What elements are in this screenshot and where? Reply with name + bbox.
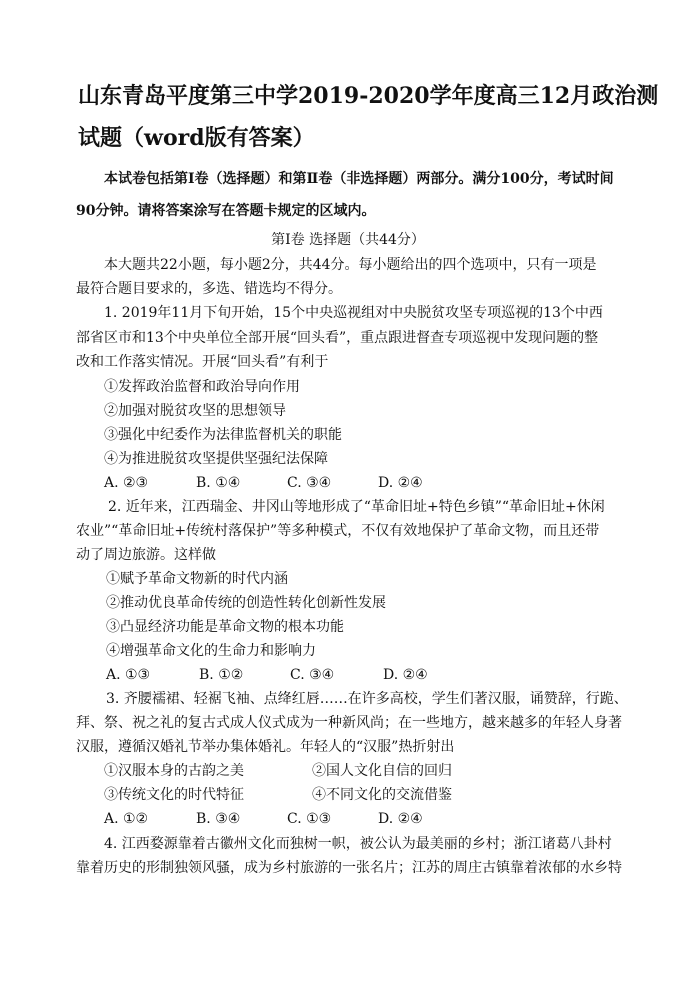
q1-item-3: ③强化中纪委作为法律监督机关的职能 [104,427,342,443]
q2-item-3: ③凸显经济功能是革命文物的根本功能 [106,619,344,635]
q2-stem-line-3: 动了周边旅游。这样做 [76,547,216,563]
q1-item-2: ②加强对脱贫攻坚的思想领导 [104,403,286,419]
q1-option-c: C. ③④ [287,475,332,491]
q1-option-d: D. ②④ [378,475,423,491]
q3-item-3: ③传统文化的时代特征 [104,787,244,803]
q1-option-b: B. ①④ [196,475,241,491]
q2-option-c: C. ③④ [290,667,335,683]
q2-item-4: ④增强革命文化的生命力和影响力 [106,643,316,659]
q2-option-a: A. ①③ [106,667,151,683]
q1-stem-line-2: 部省区市和13个中央单位全部开展“回头看”，重点跟进督查专项巡视中发现问题的整 [76,330,599,346]
intro-line-1: 本试卷包括第Ⅰ卷（选择题）和第Ⅱ卷（非选择题）两部分。满分100分，考试时间 [104,171,614,187]
q1-stem-line-1: 1. 2019年11月下旬开始，15个中央巡视组对中央脱贫攻坚专项巡视的13个中西 [104,305,603,321]
q3-option-c: C. ①③ [287,811,332,827]
q1-option-a: A. ②③ [104,475,149,491]
q3-option-a: A. ①② [104,811,149,827]
q2-option-d: D. ②④ [383,667,428,683]
q3-item-4: ④不同文化的交流借鉴 [312,787,452,803]
q2-item-1: ①赋予革命文物新的时代内涵 [106,571,288,587]
q2-stem-line-2: 农业”“革命旧址+传统村落保护”等多种模式，不仅有效地保护了革命文物，而且还带 [76,523,600,539]
section-desc-line-1: 本大题共22小题，每小题2分，共44分。每小题给出的四个选项中，只有一项是 [104,257,597,273]
q3-stem-line-1: 3. 齐腰襦裙、轻裾飞袖、点绛红唇……在许多高校，学生们著汉服，诵赞辞，行跪、 [106,691,628,707]
intro-line-2: 90分钟。请将答案涂写在答题卡规定的区域内。 [76,203,376,219]
q3-item-1: ①汉服本身的古韵之美 [104,763,244,779]
q4-stem-line-1: 4. 江西婺源靠着古徽州文化而独树一帜，被公认为最美丽的乡村；浙江诸葛八卦村 [104,836,612,852]
q4-stem-line-2: 靠着历史的形制独领风骚，成为乡村旅游的一张名片；江苏的周庄古镇靠着浓郁的水乡特 [76,860,622,876]
section-heading: 第Ⅰ卷 选择题（共44分） [271,232,425,248]
q3-stem-line-3: 汉服，遵循汉婚礼节举办集体婚礼。年轻人的“汉服”热折射出 [76,739,455,755]
q1-stem-line-3: 改和工作落实情况。开展“回头看”有利于 [76,354,329,370]
q3-item-2: ②国人文化自信的回归 [312,763,452,779]
section-desc-line-2: 最符合题目要求的，多选、错选均不得分。 [76,281,342,297]
q1-item-4: ④为推进脱贫攻坚提供坚强纪法保障 [104,451,328,467]
document-title-line-1: 山东青岛平度第三中学2019-2020学年度高三12月政治测 [78,83,659,109]
q3-stem-line-2: 拜、祭、祝之礼的复古式成人仪式成为一种新风尚；在一些地方，越来越多的年轻人身著 [76,715,622,731]
q2-stem-line-1: 2. 近年来，江西瑞金、井冈山等地形成了“革命旧址+特色乡镇”“革命旧址+休闲 [108,499,605,515]
q3-option-b: B. ③④ [196,811,241,827]
document-title-line-2: 试题（word版有答案） [78,125,315,151]
q3-option-d: D. ②④ [378,811,423,827]
q2-option-b: B. ①② [199,667,244,683]
q2-item-2: ②推动优良革命传统的创造性转化创新性发展 [106,595,386,611]
q1-item-1: ①发挥政治监督和政治导向作用 [104,379,300,395]
